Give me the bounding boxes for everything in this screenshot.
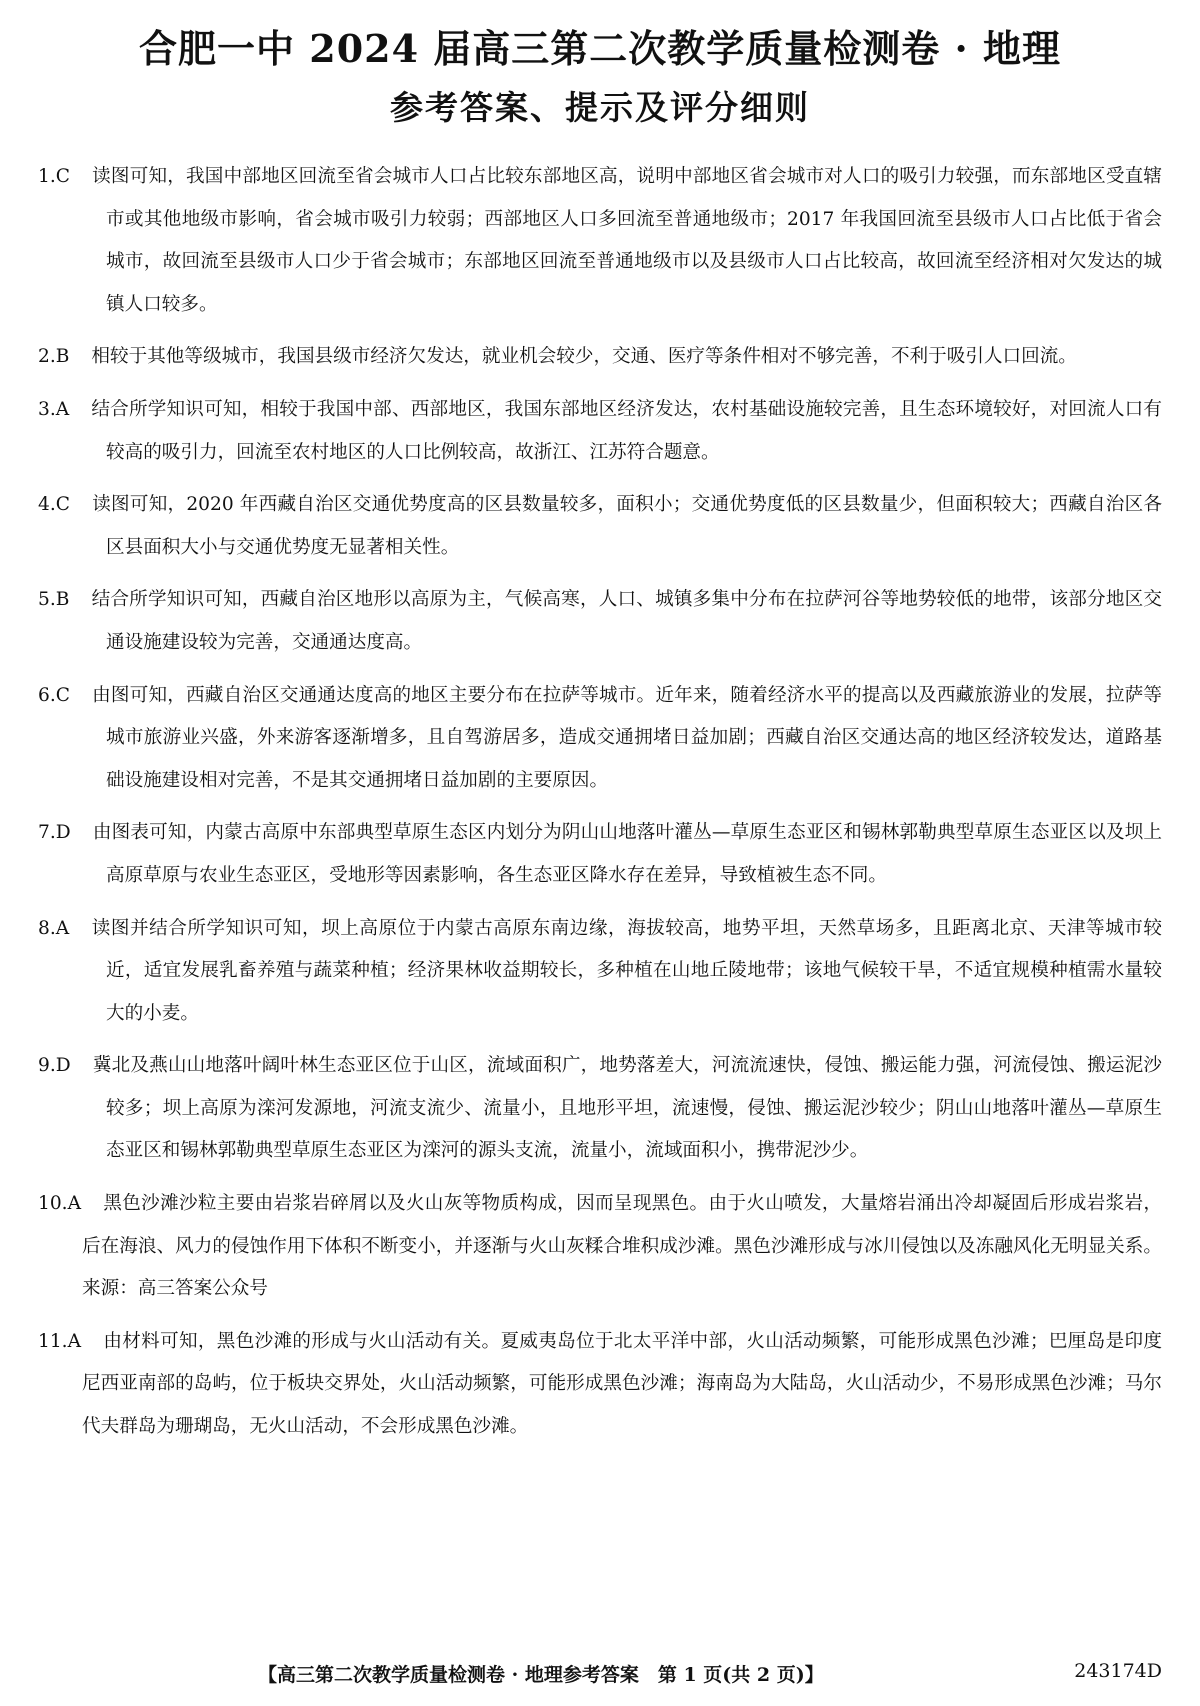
answer-item-7-choice: D <box>55 822 71 844</box>
answer-item-5-choice: B <box>55 589 70 611</box>
answer-item-5 <box>38 579 1162 664</box>
answer-item-10 <box>38 1183 1162 1311</box>
answer-item-7 <box>38 812 1162 897</box>
answer-item-2 <box>38 336 1162 379</box>
footer-page-info: 【高三第二次教学质量检测卷 · 地理参考答案 第 1 页(共 2 页)】 <box>258 1664 824 1686</box>
answer-item-11-text: 由材料可知，黑色沙滩的形成与火山活动有关。夏威夷岛位于北太平洋中部，火山活动频繁，可能形成黑色沙滩；巴厘岛是印度尼西亚南部的岛屿，位于板块交界处，火山活动频繁，可能形成黑色沙滩；海南岛为大陆岛，火山活动少，不易形成黑色沙滩；马尔代夫群岛为珊瑚岛，无火山活动，不会形成黑色沙滩。 <box>82 1330 1162 1438</box>
answer-item-5-line <box>38 579 1162 664</box>
answer-item-3-line <box>38 389 1162 474</box>
answer-item-9-choice: D <box>55 1055 71 1077</box>
answer-item-6-text: 由图可知，西藏自治区交通通达度高的地区主要分布在拉萨等城市。近年来，随着经济水平的提高以及西藏旅游业的发展，拉萨等城市旅游业兴盛，外来游客逐渐增多，且自驾游居多，造成交通拥堵日益加剧；西藏自治区交通达高的地区经济较发达，道路基础设施建设相对完善，不是其交通拥堵日益加剧的主要原因。 <box>91 684 1162 791</box>
page-footer <box>0 1660 1200 1694</box>
answer-item-7-number: 7. <box>38 822 56 844</box>
answer-item-6-number: 6. <box>38 684 56 706</box>
answer-item-2-number: 2. <box>38 346 56 368</box>
answer-item-3-number: 3. <box>38 398 56 420</box>
answer-item-3-choice: A <box>55 398 70 420</box>
answer-item-2-line <box>38 336 1162 379</box>
answer-item-1 <box>38 156 1162 326</box>
answer-item-11 <box>38 1321 1162 1449</box>
page-subtitle: 参考答案、提示及评分细则 <box>390 88 810 127</box>
answer-item-10-number: 10. <box>38 1193 68 1215</box>
answer-item-2-text: 相较于其他等级城市，我国县级市经济欠发达，就业机会较少，交通、医疗等条件相对不够完善，不利于吸引人口回流。 <box>91 346 1077 368</box>
page-title: 合肥一中 2024 届高三第二次教学质量检测卷 · 地理 <box>139 26 1061 71</box>
answer-item-7-line <box>38 812 1162 897</box>
answer-item-4-choice: C <box>55 494 70 516</box>
answer-item-10-line <box>38 1183 1162 1311</box>
answer-item-6 <box>38 675 1162 803</box>
answer-item-8-number: 8. <box>38 917 56 939</box>
answer-item-1-line <box>38 156 1162 326</box>
answer-item-3 <box>38 389 1162 474</box>
answer-item-6-line <box>38 675 1162 803</box>
answer-item-2-choice: B <box>55 346 70 368</box>
answer-item-11-choice: A <box>67 1330 82 1352</box>
answer-item-8-text: 读图并结合所学知识可知，坝上高原位于内蒙古高原东南边缘，海拔较高，地势平坦，天然草场多，且距离北京、天津等城市较近，适宜发展乳畜养殖与蔬菜种植；经济果林收益期较长，多种植在山地丘陵地带；该地气候较干旱，不适宜规模种植需水量较大的小麦。 <box>91 917 1162 1024</box>
answer-item-4-line <box>38 484 1162 569</box>
answer-item-3-text: 结合所学知识可知，相较于我国中部、西部地区，我国东部地区经济发达，农村基础设施较完善，且生态环境较好，对回流人口有较高的吸引力，回流至农村地区的人口比例较高，故浙江、江苏符合题意。 <box>91 398 1162 463</box>
answer-item-5-number: 5. <box>38 589 56 611</box>
answer-item-9-text: 冀北及燕山山地落叶阔叶林生态亚区位于山区，流域面积广，地势落差大，河流流速快，侵蚀、搬运能力强，河流侵蚀、搬运泥沙较多；坝上高原为滦河发源地，河流支流少、流量小，且地形平坦，流速慢，侵蚀、搬运泥沙较少；阴山山地落叶灌丛—草原生态亚区和锡林郭勒典型草原生态亚区为滦河的源头支流，流量小，流域面积小，携带泥沙少。 <box>92 1055 1162 1162</box>
answer-item-4-number: 4. <box>38 494 56 516</box>
answer-item-10-text: 黑色沙滩沙粒主要由岩浆岩碎屑以及火山灰等物质构成，因而呈现黑色。由于火山喷发，大量熔岩涌出冷却凝固后形成岩浆岩，后在海浪、风力的侵蚀作用下体积不断变小，并逐渐与火山灰糅合堆积成沙滩。黑色沙滩形成与冰川侵蚀以及冻融风化无明显关系。来源：高三答案公众号 <box>82 1193 1162 1300</box>
answer-item-1-text: 读图可知，我国中部地区回流至省会城市人口占比较东部地区高，说明中部地区省会城市对人口的吸引力较强，而东部地区受直辖市或其他地级市影响，省会城市吸引力较弱；西部地区人口多回流至普通地级市；2017 年我国回流至县级市人口占比低于省会城市，故回流至县级市人口少于省会城市；东部地区回流至普通地级市以及县级市人口占比较高，故回流至经济相对欠发达的城镇人口较多。 <box>91 166 1162 315</box>
answer-item-5-text: 结合所学知识可知，西藏自治区地形以高原为主，气候高寒，人口、城镇多集中分布在拉萨河谷等地势较低的地带，该部分地区交通设施建设较为完善，交通通达度高。 <box>91 589 1162 653</box>
footer-document-code: 243174D <box>1074 1660 1162 1682</box>
answer-item-9-number: 9. <box>38 1055 56 1077</box>
answer-item-9 <box>38 1045 1162 1173</box>
answer-item-8-line <box>38 908 1162 1036</box>
answer-item-7-text: 由图表可知，内蒙古高原中东部典型草原生态区内划分为阴山山地落叶灌丛—草原生态亚区和锡林郭勒典型草原生态亚区以及坝上高原草原与农业生态亚区，受地形等因素影响，各生态亚区降水存在差异，导致植被生态不同。 <box>92 822 1162 886</box>
answer-item-4 <box>38 484 1162 569</box>
answer-item-11-line <box>38 1321 1162 1449</box>
answer-item-8 <box>38 908 1162 1036</box>
answer-item-1-number: 1. <box>38 166 56 187</box>
answer-item-4-text: 读图可知，2020 年西藏自治区交通优势度高的区县数量较多，面积小；交通优势度低的区县数量少，但面积较大；西藏自治区各区县面积大小与交通优势度无显著相关性。 <box>91 494 1162 558</box>
answer-item-9-line <box>38 1045 1162 1173</box>
answer-item-6-choice: C <box>55 684 70 706</box>
answer-item-10-choice: A <box>67 1193 82 1215</box>
answer-item-11-number: 11. <box>38 1330 68 1352</box>
answer-item-1-choice: C <box>55 166 70 187</box>
answer-item-8-choice: A <box>55 917 70 939</box>
answer-list <box>38 156 1162 1459</box>
